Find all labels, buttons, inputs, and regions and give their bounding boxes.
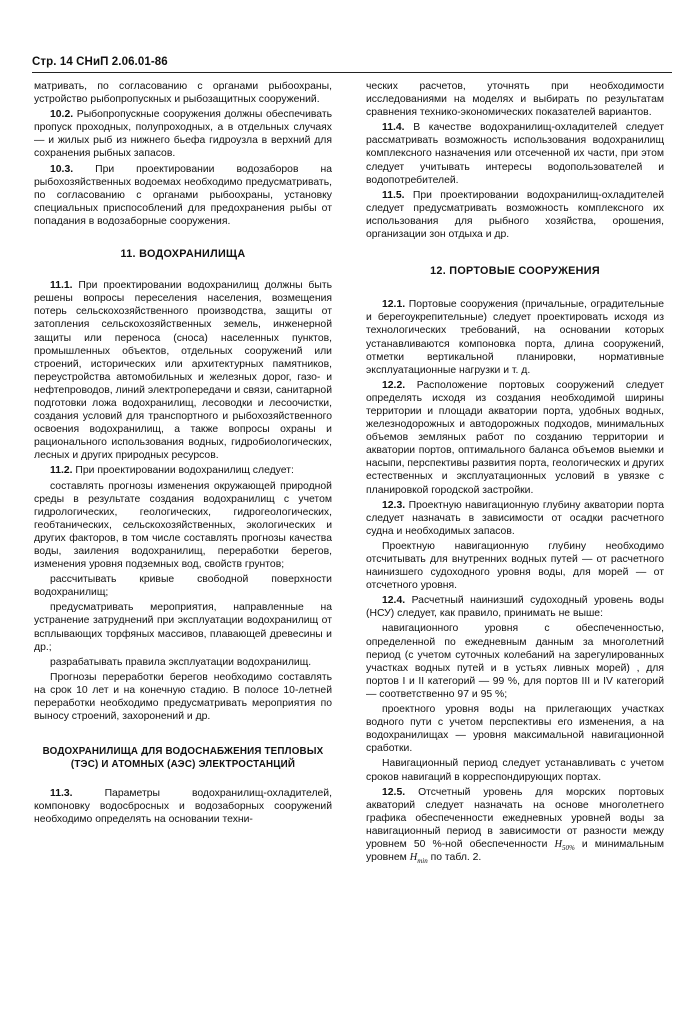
paragraph-12-1 bbox=[366, 298, 664, 377]
paragraph: предусматривать мероприятия, направленные на устранение затруднений при эксплуатации водохранилищ от всплывающих торфяных массивов, плавающей древесины и др.; bbox=[34, 602, 332, 653]
paragraph-10-2 bbox=[34, 108, 332, 160]
clause-number: 11.2. bbox=[50, 465, 73, 477]
clause-number: 10.2. bbox=[50, 109, 74, 121]
paragraph-12-4 bbox=[366, 594, 664, 620]
right-column bbox=[366, 80, 664, 866]
clause-text: и минимальным уровнем bbox=[366, 838, 664, 864]
clause-number: 11.1. bbox=[50, 280, 73, 292]
clause-number: 12.4. bbox=[382, 595, 406, 607]
clause-number: 12.3. bbox=[382, 499, 406, 511]
paragraph-11-2 bbox=[34, 464, 332, 477]
clause-text: В качестве водохранилищ-охладителей следует рассматривать возможность использования водохранилищ комплексного назначения или отсеченной их части, при этом следует учитывать интересы водопользователей и водопотребителей. bbox=[366, 122, 664, 186]
subsection-title: ВОДОХРАНИЛИЩА ДЛЯ ВОДОСНАБЖЕНИЯ ТЕПЛОВЫХ (ТЭС) И АТОМНЫХ (АЭС) ЭЛЕКТРОСТАНЦИЙ bbox=[42, 746, 324, 771]
clause-number: 11.4. bbox=[382, 122, 405, 134]
clause-text: Расчетный наинизший судоходный уровень воды (НСУ) следует, как правило, принимать не выше: bbox=[366, 595, 664, 620]
clause-text: Проектную навигационную глубину акватории порта следует назначать в зависимости от осадки расчетного судна и необходимых запасов. bbox=[366, 499, 664, 537]
paragraph-12-5 bbox=[366, 786, 664, 865]
clause-text: При проектировании водохранилищ должны быть решены вопросы переселения населения, возмещения потерь сельскохозяйственного производства, защиты от затопления сельскохозяйственных земель, инженерной защиты или переноса (сноса) населенных пунктов, промышленных объектов, отдельных сооружений или строений, исторических или архитектурных памятников, переустройства автомобильных и железных дорог, газо- и нефтепроводов, линий электропередачи и связи, санитарной подготовки ложа водохранилищ, лесоводки и лесоочистки, создания условий для транспортного и рыбохозяйственного освоения водохранилищ, а также вопросы охраны и рационального использования водных, гидробиологических, лесных и других природных ресурсов. bbox=[34, 280, 332, 462]
paragraph: навигационного уровня с обеспеченностью, определенной по ежедневным данным за многолетний период (с учетом суточных колебаний на зарегулированных участках водных путей и в устьях ливных морей) , для портов I и II категорий — 99 %, для портов III и IV категорий — соответственно 97 и 95 %; bbox=[366, 623, 664, 700]
paragraph: ческих расчетов, уточнять при необходимости исследованиями на моделях и выбирать по результатам сравнения технико-экономических показателей вариантов. bbox=[366, 81, 664, 119]
paragraph: Проектную навигационную глубину необходимо отсчитывать для внутренних водных путей — от расчетного наинизшего судоходного уровня воды, для морей — от отсчетного уровня. bbox=[366, 540, 664, 592]
clause-text: по табл. 2. bbox=[427, 852, 482, 864]
clause-text: При проектировании водохранилищ-охладителей следует предусматривать возможность комплексного их использования для рыбного хозяйства, орошения, организации зон отдыха и др. bbox=[366, 189, 664, 241]
paragraph-10-3 bbox=[34, 163, 332, 228]
paragraph: рассчитывать кривые свободной поверхности водохранилищ; bbox=[34, 574, 332, 599]
clause-text: Параметры водохранилищ-охладителей, компоновку водосбросных и водозаборных сооружений необходимо определять на основании техни- bbox=[34, 788, 332, 826]
clause-text: При проектировании водохранилищ следует: bbox=[72, 465, 294, 477]
paragraph: составлять прогнозы изменения окружающей природной среды в результате создания водохранилищ с учетом гидрологических, геологических, гидрогеологических, геобтанических, сельскохозяйственных, экологических и других факторов, в том числе составлять прогнозы качества воды, заиления водохранилищ, переработки берегов, изменения уровня подземных вод, свойств грунтов; bbox=[34, 480, 332, 571]
page-header: Стр. 14 СНиП 2.06.01-86 bbox=[32, 56, 168, 68]
paragraph-11-1 bbox=[34, 279, 332, 462]
clause-text: Портовые сооружения (причальные, оградительные и берегоукрепительные) следует проектировать исходя из технологических требований, на основании которых устанавливаются компоновка порта, длина сооружений, отметки вертикальной планировки, нормативные эксплуатационные нагрузки и т. д. bbox=[366, 299, 664, 376]
section-11-title: 11. ВОДОХРАНИЛИЩА bbox=[120, 248, 246, 261]
clause-number: 12.2. bbox=[382, 379, 406, 391]
clause-text: Расположение портовых сооружений следует определять исходя из создания необходимой ширины территории и площади акватории порта, удобных водных, железнодорожных и автодорожных подходов, минимальных объемов земляных работ по созданию территории и акватории портов, оптимального баланса объемов выемки и насыпи, перспективы развития порта, геологических и других естественных и эксплуатационных условий в увязке с планировкой городской застройки. bbox=[366, 379, 664, 496]
left-column bbox=[34, 80, 332, 829]
paragraph: Навигационный период следует устанавливать с учетом сроков навигаций в корреспондирующих портах. bbox=[366, 758, 664, 783]
paragraph: Прогнозы переработки берегов необходимо составлять на срок 10 лет и на конечную стадию. В полосе 10-летней переработки необходимо предусматривать мероприятия по выносу строений, захоронений и др. bbox=[34, 671, 332, 723]
h50-symbol: $H_{50\%}$ bbox=[554, 838, 575, 853]
clause-number: 12.5. bbox=[382, 786, 406, 798]
paragraph-12-2 bbox=[366, 379, 664, 497]
clause-number: 12.1. bbox=[382, 299, 406, 311]
clause-number: 11.5. bbox=[382, 189, 405, 201]
clause-text: Отсчетный уровень для морских портовых акваторий следует назначать на основе многолетнего графика обеспеченности ежедневных уровней воды за навигационный период в зависимости от разности между уровнем 50 %-ной обеспеченности bbox=[366, 786, 664, 850]
paragraph: разрабатывать правила эксплуатации водохранилищ. bbox=[50, 656, 312, 668]
clause-text: Рыбопропускные сооружения должны обеспечивать пропуск проходных, полупроходных, а в отдельных случаях — и жилых рыб из нижнего бьефа гидроузла в верхний для сохранения рыбных запасов. bbox=[34, 109, 332, 160]
paragraph: матривать, по согласованию с органами рыбоохраны, устройство рыбопропускных и рыбозащитных сооружений. bbox=[34, 81, 332, 106]
clause-number: 10.3. bbox=[50, 163, 74, 175]
paragraph-11-3 bbox=[34, 787, 332, 826]
paragraph-12-3 bbox=[366, 499, 664, 538]
clause-text: При проектировании водозаборов на рыбохозяйственных водоемах необходимо предусматривать, по согласованию с органами рыбоохраны, установку специальных приспособлений для предохранения рыбы от попадания в водозаборные сооружения. bbox=[34, 163, 332, 227]
paragraph: проектного уровня воды на прилегающих участках водного пути с учетом перспективы его изменения, а на водохранилищах — уровня максимальной навигационной сработки. bbox=[366, 704, 664, 755]
clause-number: 11.3. bbox=[50, 788, 73, 800]
hmin-symbol: $H_{min}$ bbox=[409, 852, 428, 866]
paragraph-11-4 bbox=[366, 121, 664, 186]
header-rule bbox=[32, 72, 672, 73]
section-12-title: 12. ПОРТОВЫЕ СООРУЖЕНИЯ bbox=[430, 265, 600, 278]
paragraph-11-5 bbox=[366, 189, 664, 241]
